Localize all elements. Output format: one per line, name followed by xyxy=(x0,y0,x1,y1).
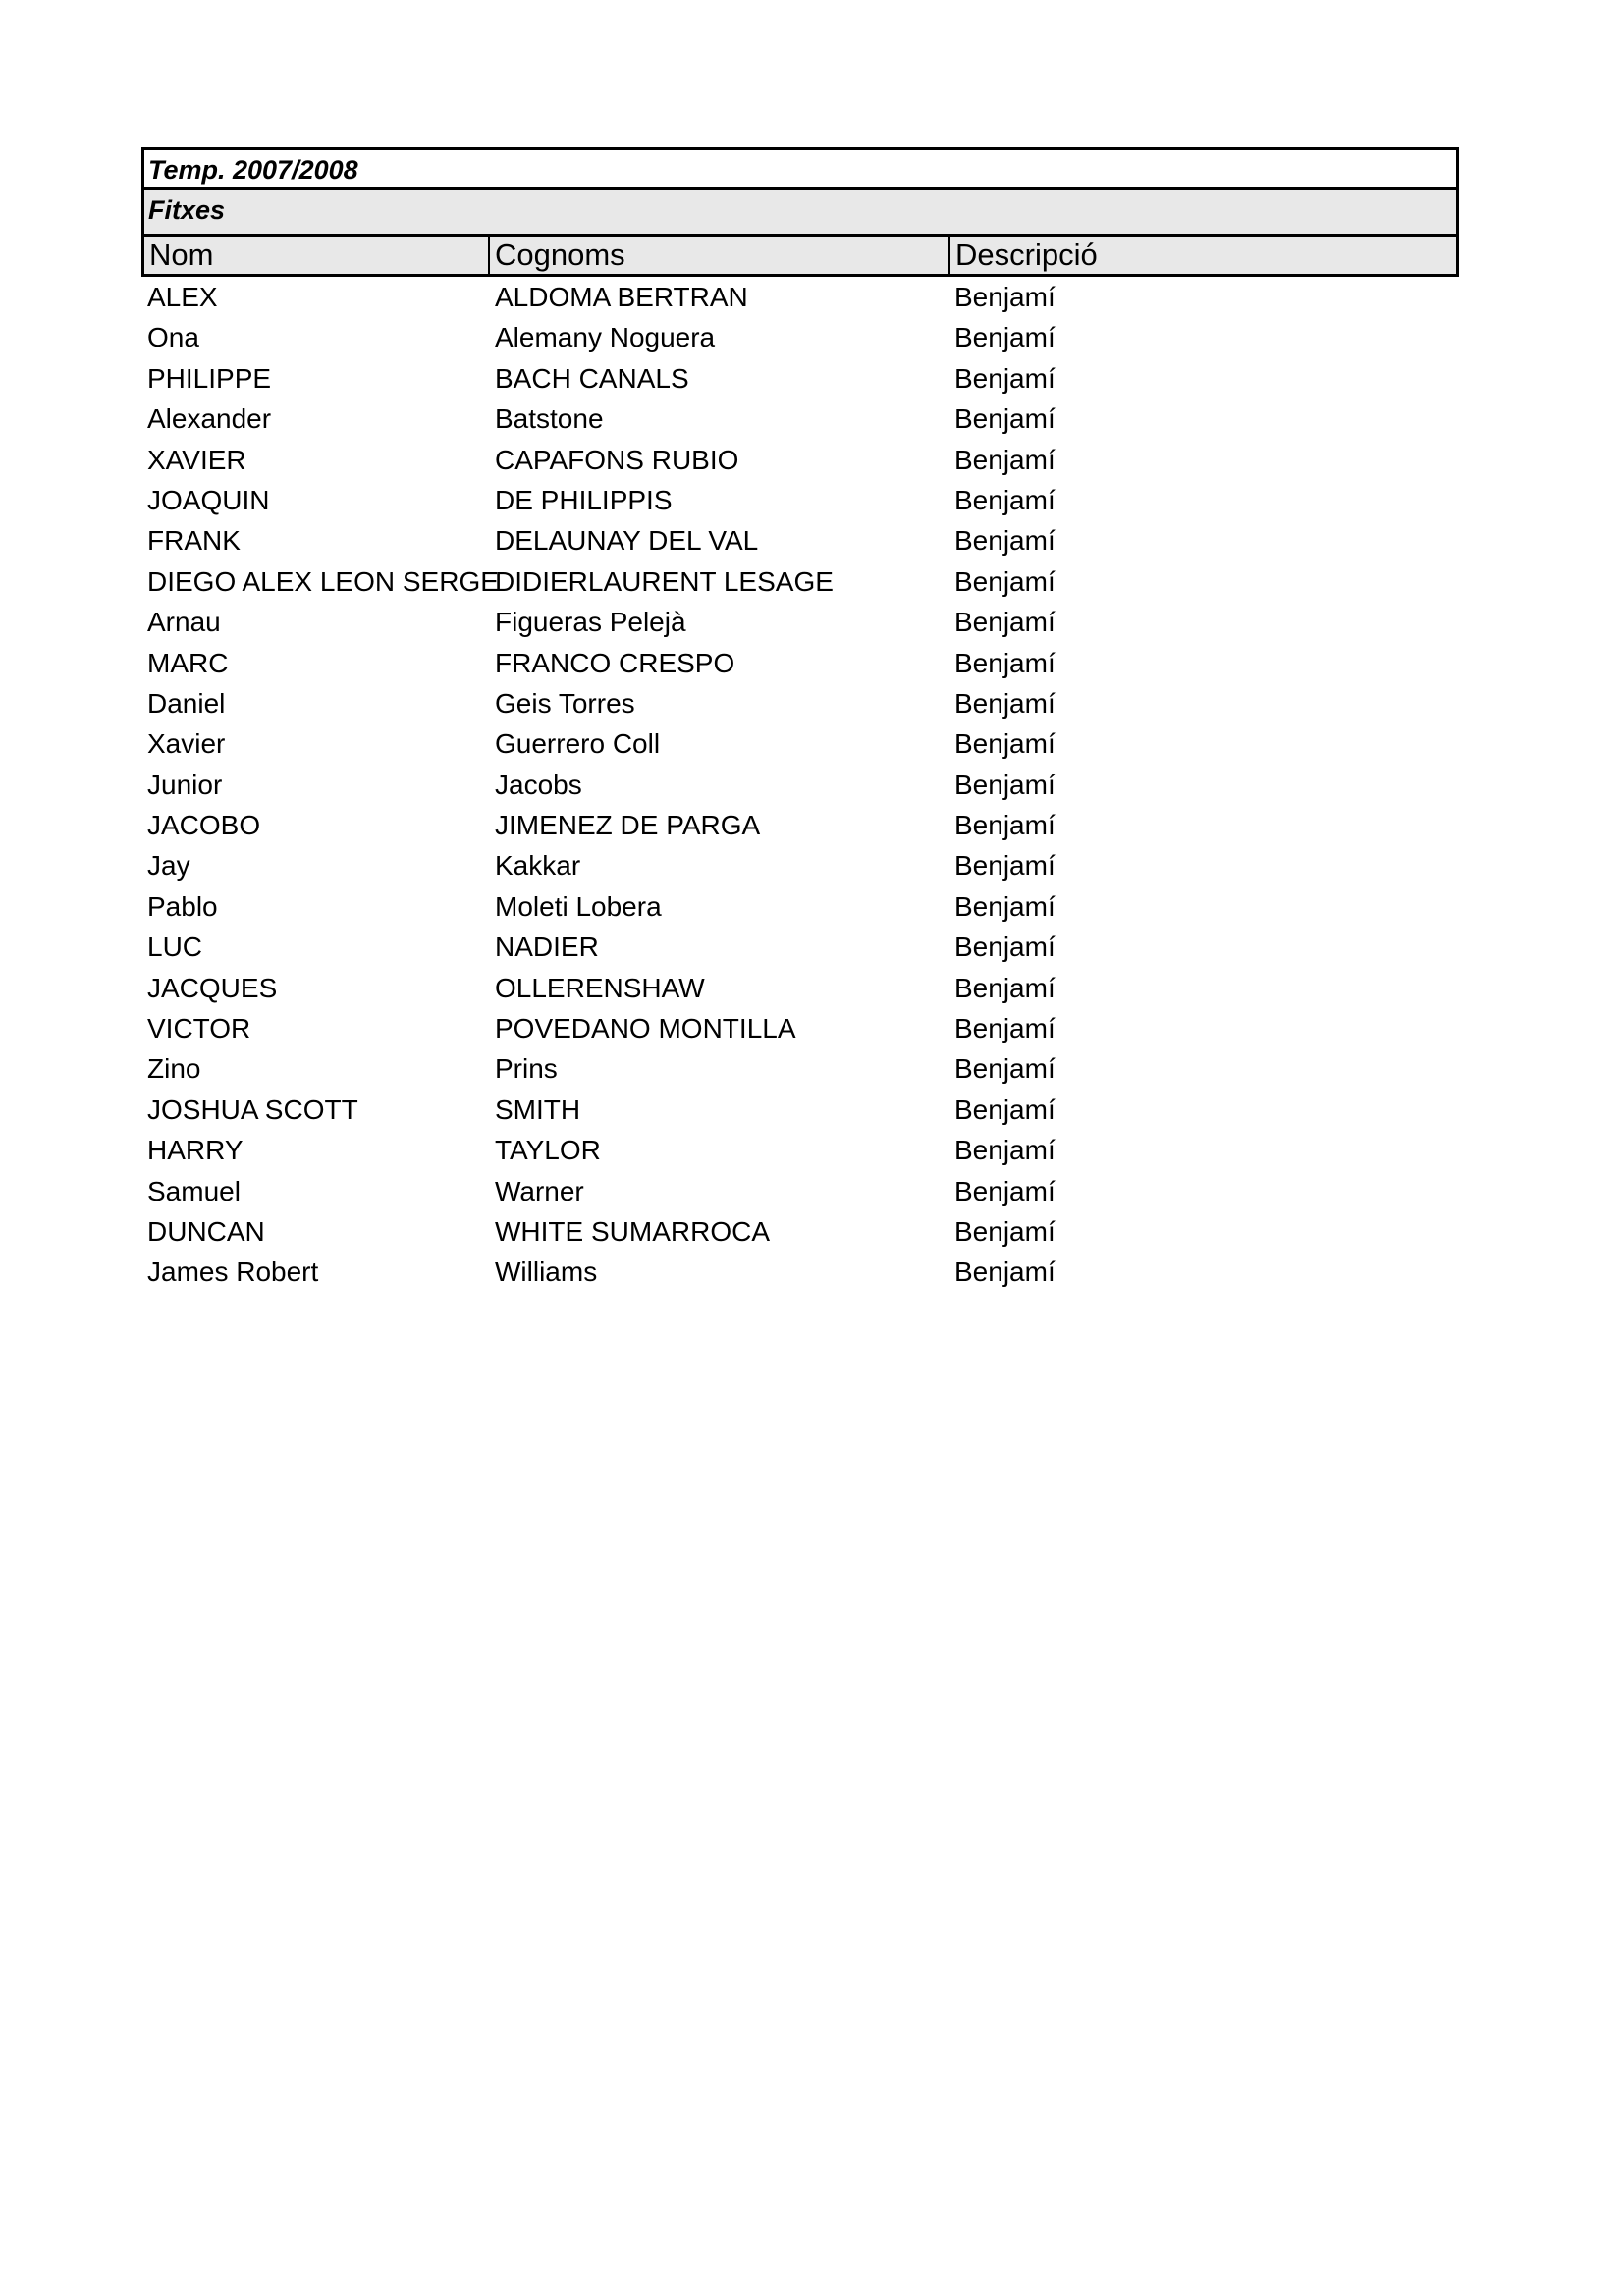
cell-nom: LUC xyxy=(147,932,203,963)
cell-cognoms: DELAUNAY DEL VAL xyxy=(495,525,759,557)
cell-cognoms: DIDIERLAURENT LESAGE xyxy=(495,565,834,597)
cell-cognoms: Jacobs xyxy=(495,769,582,800)
cell-nom: Jay xyxy=(147,850,190,881)
cell-descripcio: Benjamí xyxy=(954,1013,1056,1044)
cell-nom: JOAQUIN xyxy=(147,484,270,515)
cell-nom: Samuel xyxy=(147,1175,241,1206)
table-row xyxy=(141,602,1459,642)
cell-descripcio: Benjamí xyxy=(954,932,1056,963)
table-row xyxy=(141,1171,1459,1211)
cell-cognoms: Kakkar xyxy=(495,850,581,881)
table-row xyxy=(141,440,1459,480)
table-row xyxy=(141,683,1459,723)
cell-cognoms: OLLERENSHAW xyxy=(495,972,705,1003)
cell-descripcio: Benjamí xyxy=(954,362,1056,394)
table-row xyxy=(141,1252,1459,1292)
cell-cognoms: JIMENEZ DE PARGA xyxy=(495,810,761,841)
cell-nom: Zino xyxy=(147,1053,201,1085)
table-row xyxy=(141,520,1459,561)
cell-nom: Arnau xyxy=(147,607,221,638)
cell-descripcio: Benjamí xyxy=(954,1053,1056,1085)
cell-nom: HARRY xyxy=(147,1135,244,1166)
roster-sheet xyxy=(141,147,1459,1293)
cell-nom: Pablo xyxy=(147,890,218,922)
table-body xyxy=(141,277,1459,1293)
cell-cognoms: Guerrero Coll xyxy=(495,728,661,760)
table-row xyxy=(141,968,1459,1008)
cell-cognoms: Geis Torres xyxy=(495,687,635,719)
table-row xyxy=(141,845,1459,885)
cell-nom: JACQUES xyxy=(147,972,278,1003)
table-row xyxy=(141,1048,1459,1089)
cell-cognoms: SMITH xyxy=(495,1094,581,1125)
cell-cognoms: Moleti Lobera xyxy=(495,890,662,922)
cell-descripcio: Benjamí xyxy=(954,607,1056,638)
cell-nom: Ona xyxy=(147,322,199,353)
cell-nom: Alexander xyxy=(147,403,272,435)
cell-descripcio: Benjamí xyxy=(954,484,1056,515)
cell-cognoms: Prins xyxy=(495,1053,558,1085)
table-row xyxy=(141,765,1459,805)
cell-descripcio: Benjamí xyxy=(954,565,1056,597)
cell-descripcio: Benjamí xyxy=(954,1215,1056,1247)
cell-descripcio: Benjamí xyxy=(954,322,1056,353)
cell-descripcio: Benjamí xyxy=(954,687,1056,719)
section-subtitle: Fitxes xyxy=(141,190,1459,234)
table-row xyxy=(141,277,1459,317)
table-row xyxy=(141,358,1459,399)
table-row xyxy=(141,1211,1459,1252)
cell-nom: JACOBO xyxy=(147,810,261,841)
table-row xyxy=(141,805,1459,845)
cell-nom: Junior xyxy=(147,769,223,800)
cell-descripcio: Benjamí xyxy=(954,444,1056,475)
cell-descripcio: Benjamí xyxy=(954,728,1056,760)
cell-cognoms: POVEDANO MONTILLA xyxy=(495,1013,796,1044)
cell-nom: PHILIPPE xyxy=(147,362,272,394)
cell-descripcio: Benjamí xyxy=(954,1094,1056,1125)
cell-cognoms: Alemany Noguera xyxy=(495,322,716,353)
table-row xyxy=(141,1008,1459,1048)
cell-nom: DIEGO ALEX LEON SERGE xyxy=(147,565,499,597)
cell-cognoms: ALDOMA BERTRAN xyxy=(495,282,748,312)
cell-descripcio: Benjamí xyxy=(954,890,1056,922)
cell-nom: MARC xyxy=(147,647,229,678)
cell-cognoms: WHITE SUMARROCA xyxy=(495,1215,770,1247)
cell-nom: Daniel xyxy=(147,687,226,719)
cell-cognoms: BACH CANALS xyxy=(495,362,689,394)
table-row xyxy=(141,927,1459,967)
cell-nom: XAVIER xyxy=(147,444,246,475)
cell-nom: JOSHUA SCOTT xyxy=(147,1094,358,1125)
cell-cognoms: Batstone xyxy=(495,403,604,435)
cell-descripcio: Benjamí xyxy=(954,810,1056,841)
column-header-nom: Nom xyxy=(144,237,490,274)
cell-descripcio: Benjamí xyxy=(954,1175,1056,1206)
cell-descripcio: Benjamí xyxy=(954,769,1056,800)
cell-descripcio: Benjamí xyxy=(954,647,1056,678)
cell-nom: ALEX xyxy=(147,282,218,312)
cell-nom: FRANK xyxy=(147,525,241,557)
cell-nom: Xavier xyxy=(147,728,226,760)
cell-descripcio: Benjamí xyxy=(954,403,1056,435)
column-header-cognoms: Cognoms xyxy=(490,237,950,274)
table-row xyxy=(141,399,1459,439)
table-row xyxy=(141,886,1459,927)
cell-cognoms: Williams xyxy=(495,1256,598,1288)
table-row xyxy=(141,317,1459,357)
cell-cognoms: DE PHILIPPIS xyxy=(495,484,673,515)
cell-cognoms: NADIER xyxy=(495,932,599,963)
cell-nom: VICTOR xyxy=(147,1013,251,1044)
table-row xyxy=(141,723,1459,764)
table-row xyxy=(141,1130,1459,1170)
season-title: Temp. 2007/2008 xyxy=(141,147,1459,190)
cell-nom: DUNCAN xyxy=(147,1215,265,1247)
cell-nom: James Robert xyxy=(147,1256,319,1288)
cell-cognoms: Figueras Pelejà xyxy=(495,607,686,638)
cell-cognoms: CAPAFONS RUBIO xyxy=(495,444,739,475)
column-header-descripcio: Descripció xyxy=(955,238,1098,272)
table-row xyxy=(141,1090,1459,1130)
cell-descripcio: Benjamí xyxy=(954,850,1056,881)
cell-cognoms: Warner xyxy=(495,1175,584,1206)
cell-descripcio: Benjamí xyxy=(954,525,1056,557)
table-row xyxy=(141,561,1459,602)
cell-descripcio: Benjamí xyxy=(954,282,1056,312)
cell-descripcio: Benjamí xyxy=(954,1256,1056,1288)
table-row xyxy=(141,643,1459,683)
table-header xyxy=(141,234,1459,277)
cell-cognoms: FRANCO CRESPO xyxy=(495,647,735,678)
cell-cognoms: TAYLOR xyxy=(495,1135,601,1166)
cell-descripcio: Benjamí xyxy=(954,972,1056,1003)
cell-descripcio: Benjamí xyxy=(954,1135,1056,1166)
table-row xyxy=(141,480,1459,520)
